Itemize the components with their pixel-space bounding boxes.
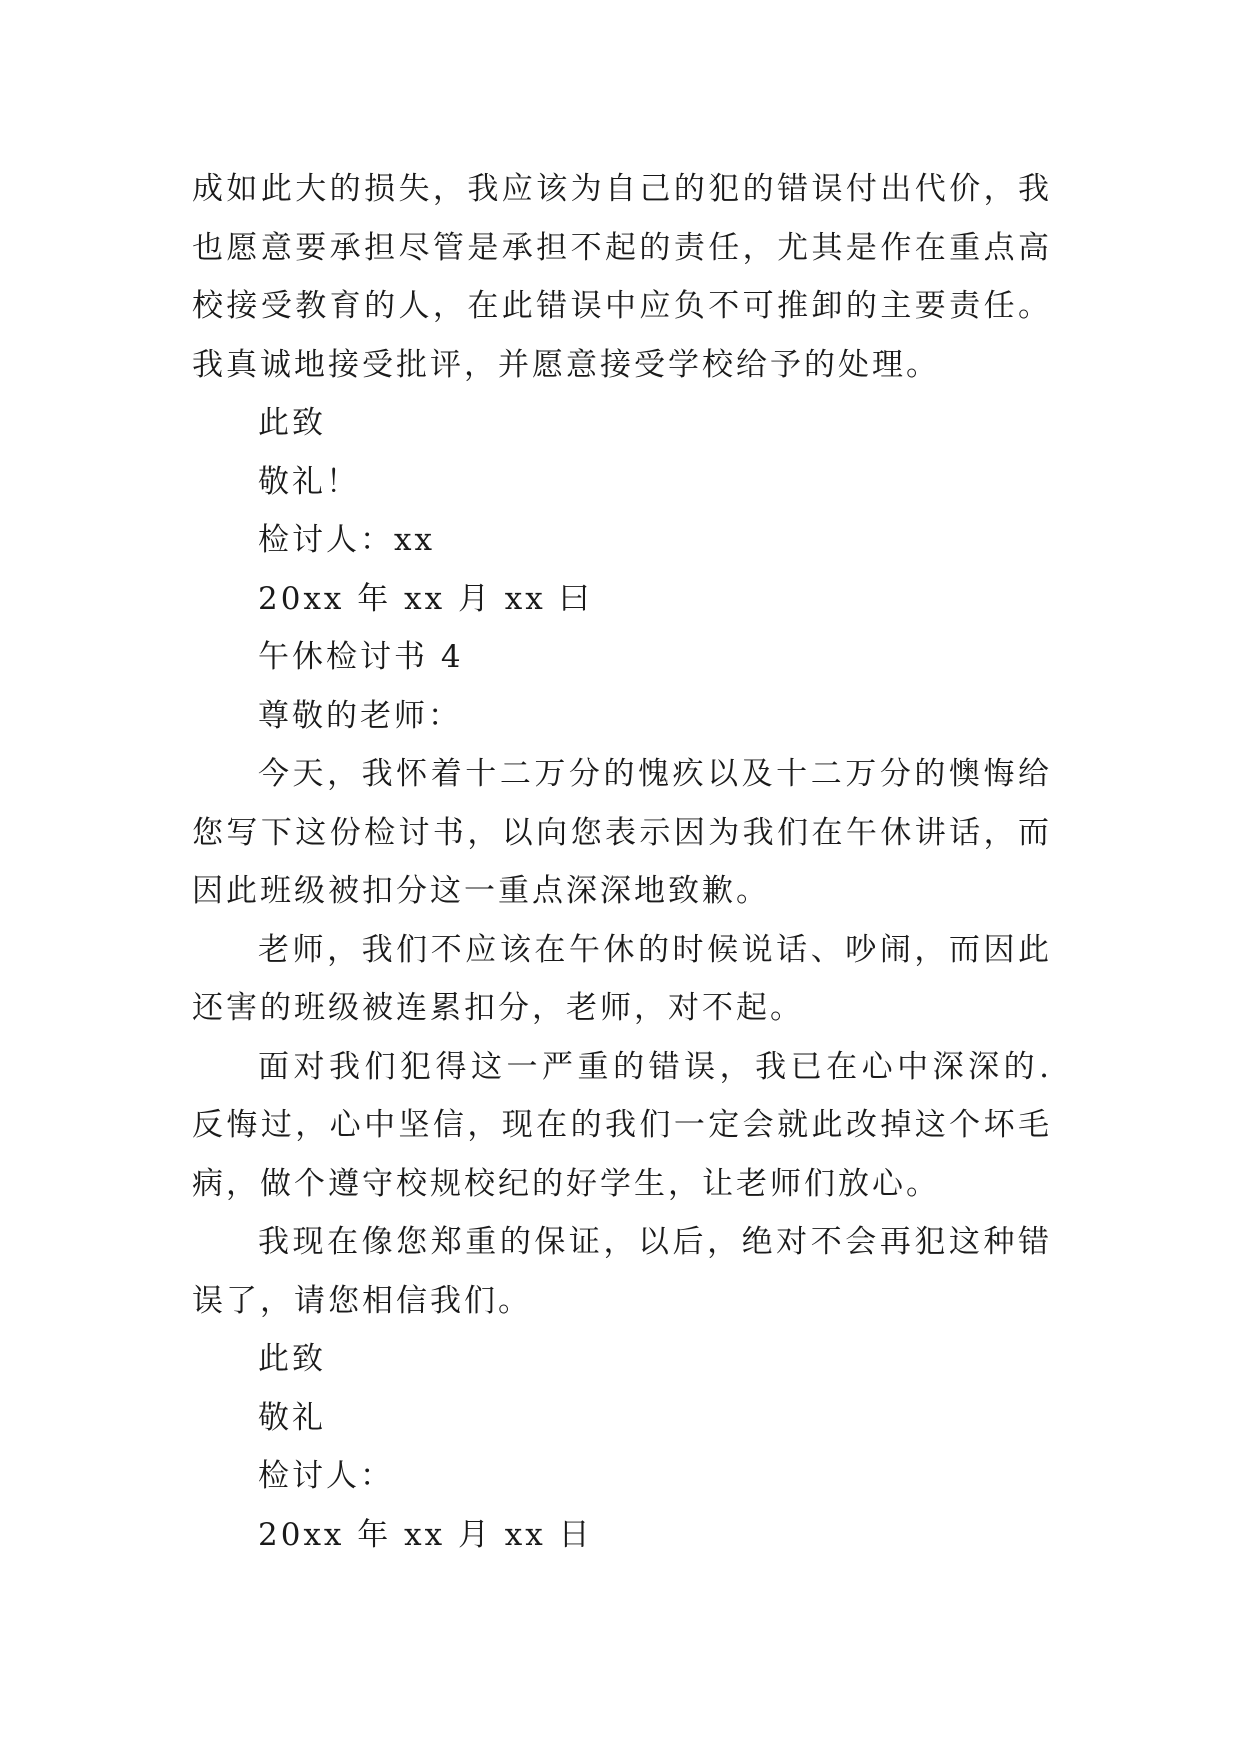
paragraph-reflection: 面对我们犯得这一严重的错误，我已在心中深深的.反悔过，心中坚信，现在的我们一定会就此改掉这个坏毛病，做个遵守校规校纪的好学生，让老师们放心。 — [192, 1048, 1052, 1202]
paragraph-responsibility: 成如此大的损失，我应该为自己的犯的错误付出代价，我也愿意要承担尽管是承担不起的责任，尤其是作在重点高校接受教育的人，在此错误中应负不可推卸的主要责任。我真诚地接受批评，并愿意接受学校给予的处理。 — [192, 171, 1052, 383]
paragraph-promise: 我现在像您郑重的保证，以后，绝对不会再犯这种错误了，请您相信我们。 — [192, 1224, 1052, 1319]
document-body — [192, 160, 1052, 1564]
signature-line-2: 检讨人： — [258, 1458, 394, 1494]
closing-salutation: 此致 — [258, 405, 326, 441]
date-line: 20xx 年 xx 月 xx 曰 — [258, 580, 593, 617]
signature-line: 检讨人：xx — [258, 522, 435, 558]
closing-salutation-2: 此致 — [258, 1341, 326, 1377]
section-title: 午休检讨书 4 — [258, 639, 464, 675]
closing-respect: 敬礼！ — [258, 463, 360, 500]
paragraph-regret: 老师，我们不应该在午休的时候说话、吵闹，而因此还害的班级被连累扣分，老师，对不起。 — [192, 931, 1052, 1026]
greeting: 尊敬的老师： — [258, 697, 462, 734]
closing-respect-2: 敬礼 — [258, 1399, 326, 1436]
paragraph-apology: 今天，我怀着十二万分的愧疚以及十二万分的懊悔给您写下这份检讨书，以向您表示因为我们在午休讲话，而因此班级被扣分这一重点深深地致歉。 — [192, 756, 1052, 909]
date-line-2: 20xx 年 xx 月 xx 日 — [258, 1516, 593, 1553]
